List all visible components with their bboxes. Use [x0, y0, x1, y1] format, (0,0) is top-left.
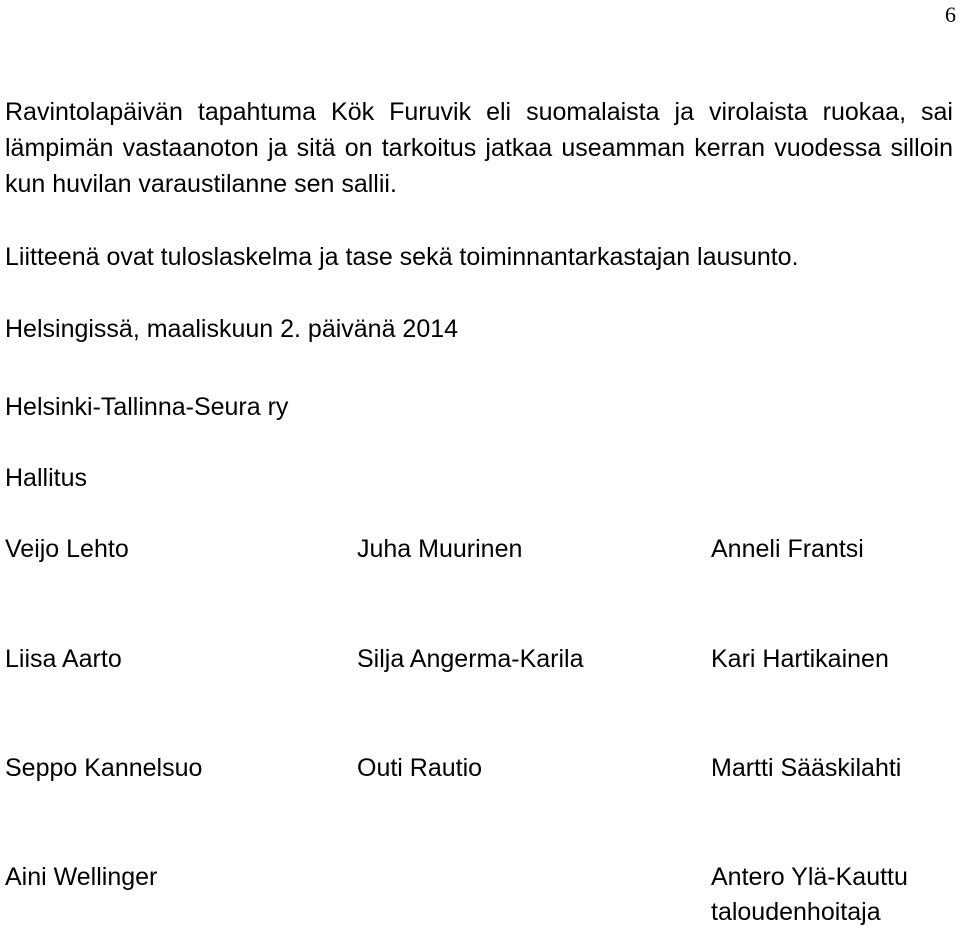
place-date-line: Helsingissä, maaliskuun 2. päivänä 2014 [5, 315, 459, 343]
signatory-name: Anneli Frantsi [711, 535, 864, 563]
signatory-name: Outi Rautio [357, 754, 483, 782]
signatory-name: Liisa Aarto [5, 645, 122, 673]
signatory-name: Martti Sääskilahti [711, 754, 902, 782]
organization-name: Helsinki-Tallinna-Seura ry [5, 393, 289, 421]
attachments-paragraph: Liitteenä ovat tuloslaskelma ja tase sekä toiminnantarkastajan lausunto. [5, 243, 799, 271]
signatory-name: Seppo Kannelsuo [5, 754, 203, 782]
signatory-name: Antero Ylä-Kauttu [711, 863, 908, 891]
event-paragraph: Ravintolapäivän tapahtuma Kök Furuvik eli suomalaista ja virolaista ruokaa, sai lämpimän vastaanoton ja sitä on tarkoitus jatkaa useamman kerran vuodessa silloin kun huvilan varaustilanne sen sallii. [5, 98, 953, 198]
signatory-name: Juha Muurinen [357, 535, 523, 563]
signatory-name: Kari Hartikainen [711, 645, 889, 673]
signatory-name: Veijo Lehto [5, 535, 129, 563]
page-number: 6 [945, 2, 956, 27]
board-heading: Hallitus [5, 464, 87, 492]
treasurer-role: taloudenhoitaja [711, 898, 881, 926]
signatory-name: Aini Wellinger [5, 863, 158, 891]
signatory-name: Silja Angerma-Karila [357, 645, 584, 673]
